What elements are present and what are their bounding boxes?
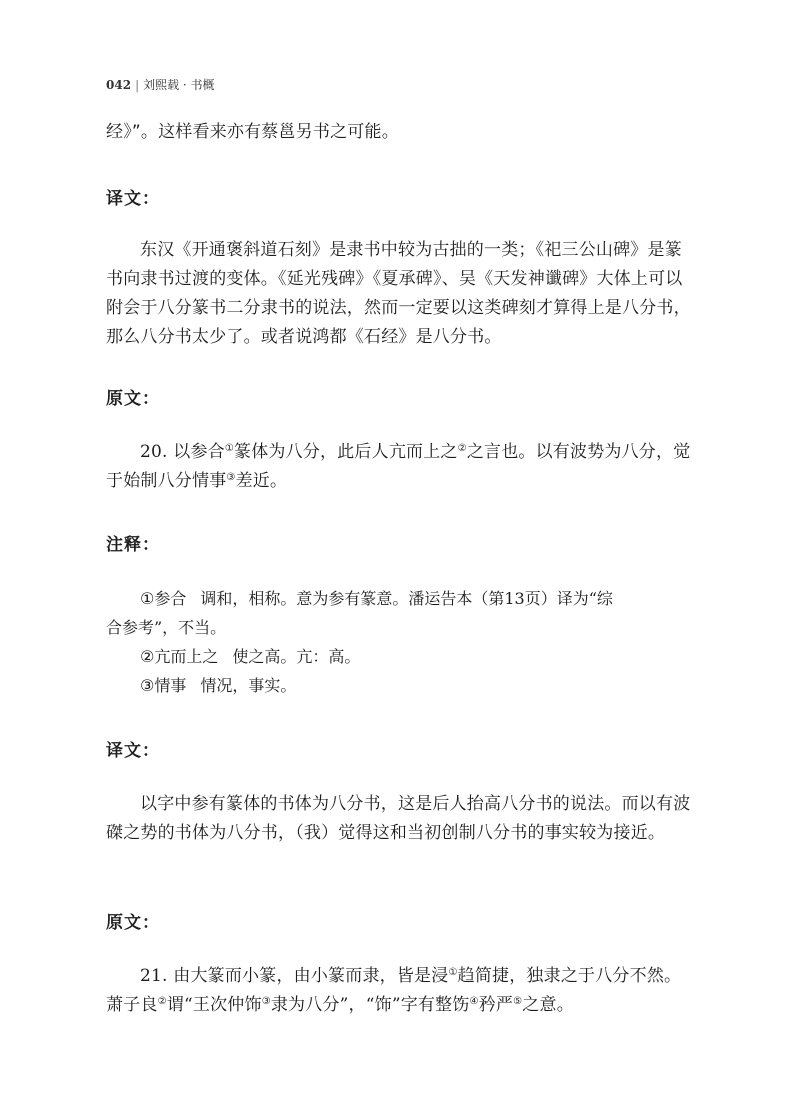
original-heading-1: 原文： [106, 389, 160, 409]
note-definition: 调和，相称。意为参有篆意。潘运告本（第13页）译为“综 [200, 589, 613, 608]
item-number: 20. [140, 442, 168, 462]
footnote-ref: ③ [261, 996, 271, 1007]
text-segment: 篆体为八分，此后人亢而上之 [234, 442, 458, 462]
text-segment: 差近。 [235, 471, 288, 491]
text-segment: 以参合 [173, 442, 225, 462]
footnote-ref: ② [157, 996, 167, 1007]
text-segment: 由大篆而小篆，由小篆而隶，皆是浸 [173, 966, 449, 986]
text-segment: 矜严 [478, 995, 514, 1015]
original-paragraph-21 [106, 962, 696, 1020]
note-definition: 情况，事实。 [200, 676, 297, 695]
original-heading-2: 原文： [106, 913, 160, 933]
note-term: ②亢而上之 [140, 647, 219, 666]
note-item-2 [106, 642, 696, 671]
footnote-ref: ① [448, 967, 458, 978]
note-item-3 [106, 671, 696, 700]
footnote-ref: ③ [226, 472, 236, 483]
notes-list [106, 584, 696, 700]
footnote-ref: ④ [469, 996, 479, 1007]
footnote-ref: ② [457, 443, 467, 454]
text-segment: 之言也。以有波势为八分，觉于始制八分情事 [106, 442, 691, 491]
page-number: 042 [106, 78, 132, 92]
note-item-1-continued: 合参考”，不当。 [106, 618, 227, 637]
header-divider: | [135, 78, 140, 92]
translation-paragraph-2: 以字中参有篆体的书体为八分书，这是后人抬高八分书的说法。而以有波磔之势的书体为八分书，（我）觉得这和当初创制八分书的事实较为接近。 [106, 794, 691, 843]
text-segment: 趋简捷，独隶之于八分不然。萧子良 [106, 966, 682, 1015]
footnote-ref: ① [224, 443, 235, 454]
note-term: ③情事 [140, 676, 187, 695]
footnote-ref: ⑤ [513, 996, 523, 1007]
translation-heading-2: 译文： [106, 741, 160, 761]
book-title: 刘熙载 · 书概 [143, 78, 215, 92]
continued-paragraph: 经》”。这样看来亦有蔡邕另书之可能。 [106, 122, 399, 142]
note-item-1 [106, 584, 696, 613]
translation-heading-1: 译文： [106, 189, 160, 209]
note-definition: 使之高。亢：高。 [232, 647, 361, 666]
text-segment: 隶为八分”，“饰”字有整饬 [270, 995, 470, 1015]
notes-heading: 注释： [106, 535, 160, 555]
running-header [106, 76, 215, 93]
item-number: 21. [140, 966, 168, 986]
text-segment: 之意。 [522, 995, 574, 1015]
translation-paragraph-1: 东汉《开通褒斜道石刻》是隶书中较为古拙的一类；《祀三公山碑》是篆书向隶书过渡的变体。《延光残碑》《夏承碑》、吴《天发神谶碑》大体上可以附会于八分篆书二分隶书的说法，然而一定要以这类碑刻才算得上是八分书，那么八分书太少了。或者说鸿都《石经》是八分书。 [106, 240, 691, 347]
note-term: ①参合 [140, 589, 187, 608]
original-paragraph-20 [106, 438, 696, 496]
text-segment: 谓“王次仲饰 [166, 995, 262, 1015]
